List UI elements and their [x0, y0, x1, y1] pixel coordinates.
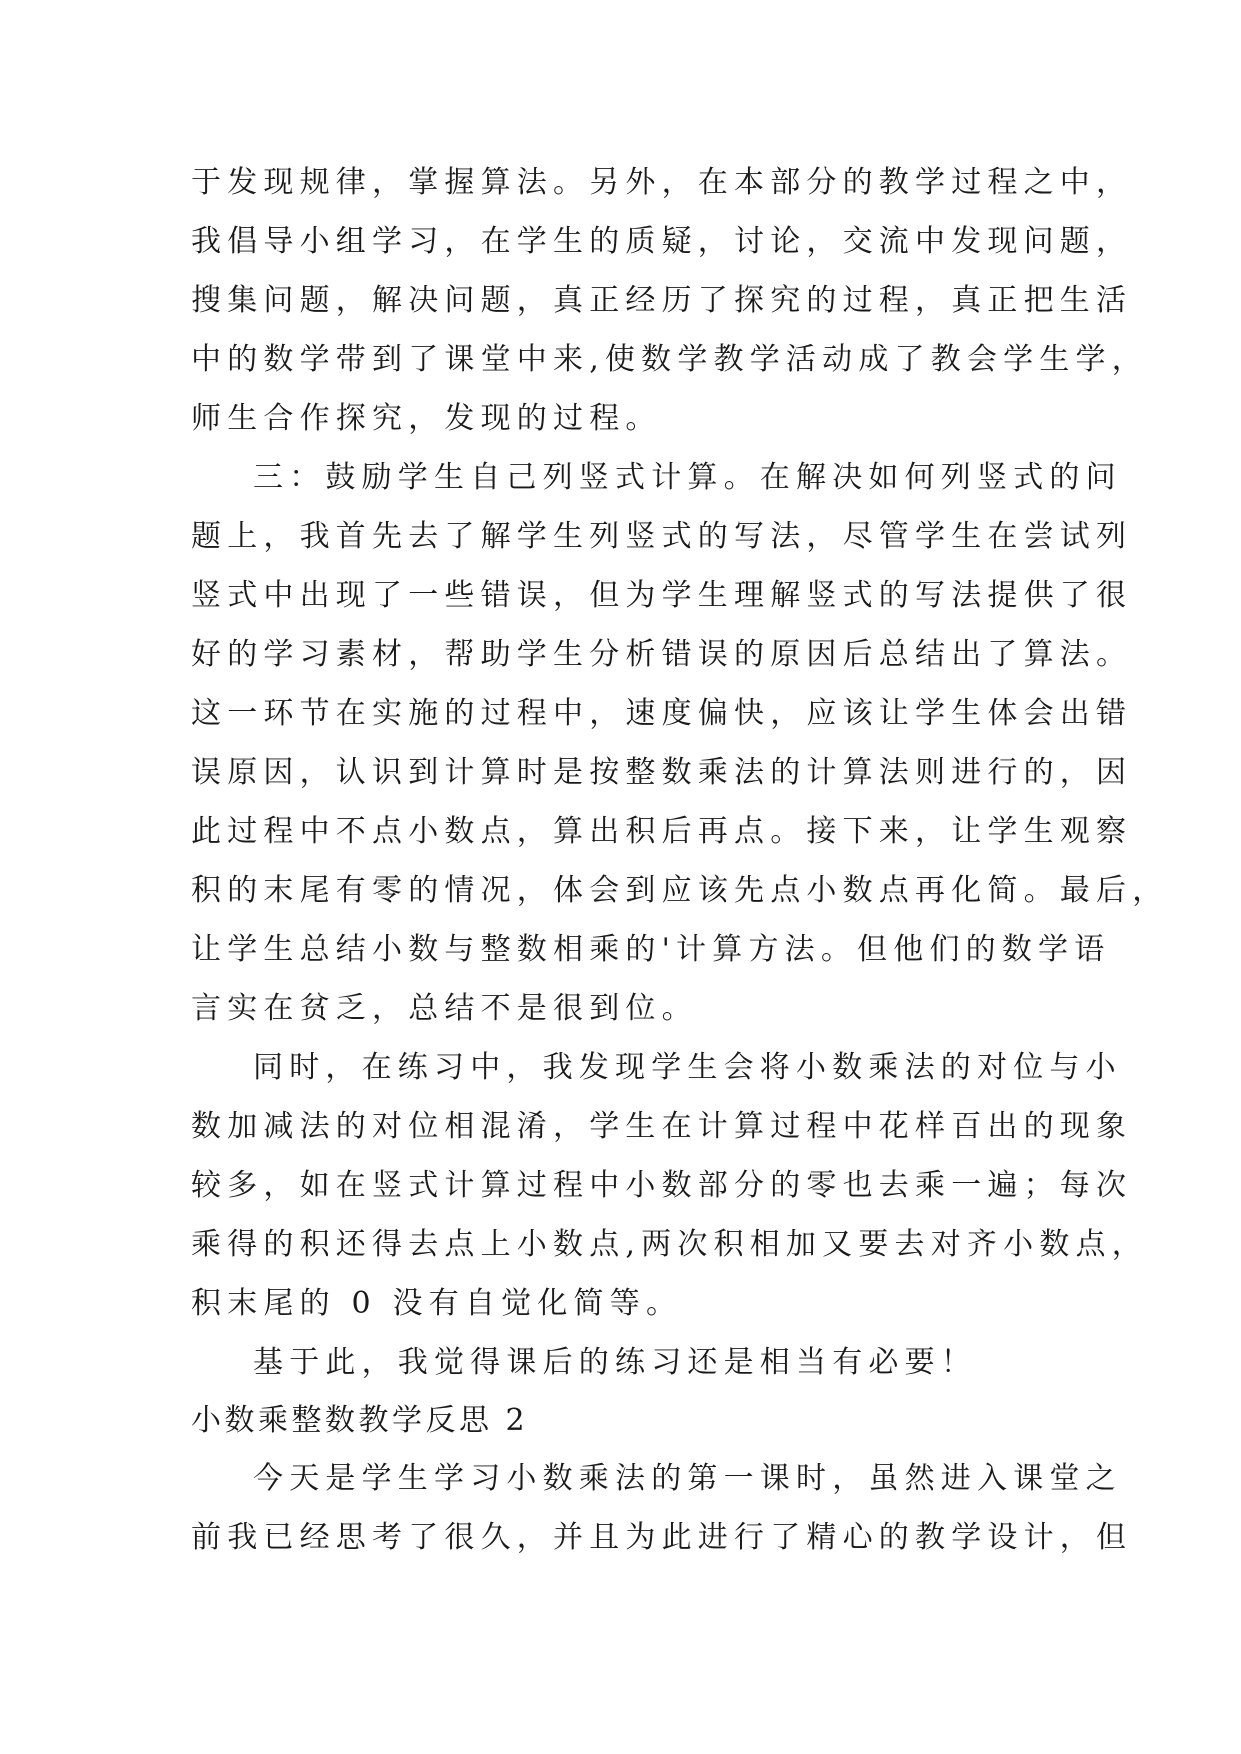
text-line: 积末尾的 0 没有自觉化简等。 — [191, 1286, 683, 1321]
paragraph-first-line: 今天是学生学习小数乘法的第一课时，虽然进入课堂之 — [253, 1461, 1122, 1496]
paragraph-first-line: 基于此，我觉得课后的练习还是相当有必要！ — [253, 1345, 977, 1380]
text-line: 我倡导小组学习，在学生的质疑，讨论，交流中发现问题， — [191, 224, 1133, 259]
text-line: 竖式中出现了一些错误，但为学生理解竖式的写法提供了很 — [191, 578, 1133, 613]
text-line: 较多，如在竖式计算过程中小数部分的零也去乘一遍；每次 — [191, 1168, 1133, 1203]
section-heading: 小数乘整数教学反思 2 — [191, 1403, 529, 1438]
text-line: 让学生总结小数与整数相乘的'计算方法。但他们的数学语 — [191, 932, 1111, 967]
text-line: 此过程中不点小数点，算出积后再点。接下来，让学生观察 — [191, 814, 1133, 849]
text-line: 误原因，认识到计算时是按整数乘法的计算法则进行的，因 — [191, 755, 1133, 790]
text-line: 乘得的积还得去点上小数点,两次积相加又要去对齐小数点， — [191, 1227, 1148, 1262]
text-line: 题上，我首先去了解学生列竖式的写法，尽管学生在尝试列 — [191, 519, 1133, 554]
text-line: 师生合作探究，发现的过程。 — [191, 401, 662, 436]
text-line: 积的末尾有零的情况，体会到应该先点小数点再化简。最后， — [191, 873, 1169, 908]
text-line: 前我已经思考了很久，并且为此进行了精心的教学设计，但 — [191, 1520, 1133, 1555]
paragraph-first-line: 同时，在练习中，我发现学生会将小数乘法的对位与小 — [253, 1050, 1122, 1085]
text-line: 中的数学带到了课堂中来,使数学教学活动成了教会学生学， — [191, 342, 1148, 377]
text-line: 数加减法的对位相混淆，学生在计算过程中花样百出的现象 — [191, 1109, 1133, 1144]
text-line: 这一环节在实施的过程中，速度偏快，应该让学生体会出错 — [191, 696, 1133, 731]
document-page — [191, 153, 1169, 1567]
text-line: 于发现规律，掌握算法。另外，在本部分的教学过程之中， — [191, 165, 1133, 200]
paragraph-first-line: 三：鼓励学生自己列竖式计算。在解决如何列竖式的问 — [253, 460, 1122, 495]
text-line: 搜集问题，解决问题，真正经历了探究的过程，真正把生活 — [191, 283, 1133, 318]
text-line: 好的学习素材，帮助学生分析错误的原因后总结出了算法。 — [191, 637, 1133, 672]
text-line: 言实在贫乏，总结不是很到位。 — [191, 991, 698, 1026]
